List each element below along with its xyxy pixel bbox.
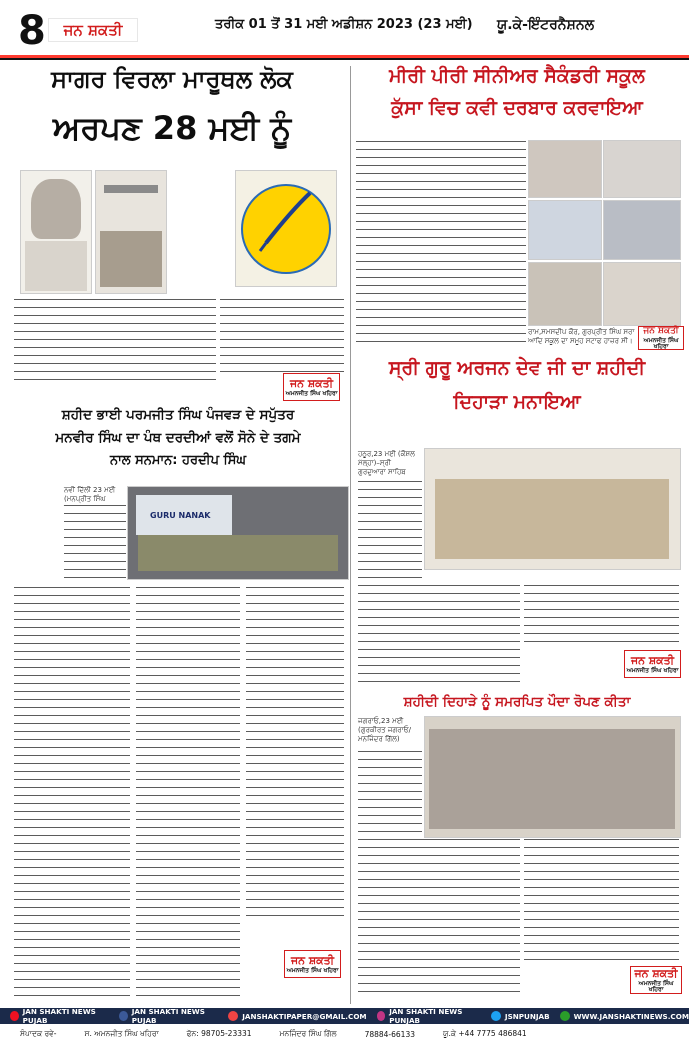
jlogo-text: ਜਨ ਸ਼ਕਤੀ bbox=[643, 325, 679, 336]
jlogo-text: ਜਨ ਸ਼ਕਤੀ bbox=[290, 953, 335, 967]
story-c-headline-2: ਕੁੱਸਾ ਵਿਚ ਕਵੀ ਦਰਬਾਰ ਕਰਵਾਇਆ bbox=[391, 97, 643, 119]
instagram-icon bbox=[377, 1011, 386, 1021]
story-b-headline-1: ਸ਼ਹੀਦ ਭਾਈ ਪਰਮਜੀਤ ਸਿੰਘ ਪੰਜਵੜ ਦੇ ਸਪੁੱਤਰ bbox=[61, 407, 295, 423]
instagram-link[interactable] bbox=[377, 1007, 481, 1025]
book-title-icon bbox=[104, 185, 158, 193]
globe-icon bbox=[560, 1011, 570, 1021]
twitter-text: JSNPUNJAB bbox=[504, 1011, 550, 1021]
story-b-intro bbox=[64, 504, 126, 584]
story-a-headline-1: ਸਾਗਰ ਵਿਰਲਾ ਮਾਰੂਥਲ ਲੋਕ bbox=[51, 65, 293, 93]
story-d-intro bbox=[358, 480, 422, 580]
story-a-jan-shakti-logo bbox=[283, 373, 340, 401]
twitter-link[interactable] bbox=[491, 1011, 550, 1021]
editor-label: ਸੰਪਾਦਕ ਰਵੇ- bbox=[20, 1029, 57, 1038]
story-d-photo bbox=[424, 448, 681, 570]
story-c-headline-1: ਮੀਰੀ ਪੀਰੀ ਸੀਨੀਅਰ ਸੈਕੰਡਰੀ ਸਕੂਲ bbox=[389, 65, 645, 87]
story-d-body-col1 bbox=[358, 584, 520, 684]
story-c-photo-4 bbox=[603, 200, 681, 260]
brand-logo: ਜਨ ਸ਼ਕਤੀ bbox=[48, 18, 138, 42]
youtube-icon bbox=[10, 1011, 19, 1021]
story-b-body-col2 bbox=[136, 586, 240, 996]
story-b-photo bbox=[127, 486, 349, 580]
jlogo-text: ਜਨ ਸ਼ਕਤੀ bbox=[630, 653, 675, 667]
author-figure-icon bbox=[31, 179, 81, 239]
managing-phone: 78884-66133 bbox=[364, 1029, 415, 1039]
jlogo-sub: ਅਮਨਜੀਤ ਸਿੰਘ ਖਹਿਰਾ bbox=[638, 979, 674, 993]
jlogo-sub: ਅਮਨਜੀਤ ਸਿੰਘ ਖਹਿਰਾ bbox=[643, 336, 679, 350]
footer-links bbox=[0, 1008, 689, 1024]
footer-credits bbox=[0, 1025, 689, 1043]
jlogo-sub: ਅਮਨਜੀਤ ਸਿੰਘ ਖਹਿਰਾ bbox=[626, 666, 679, 674]
story-c-jan-shakti-logo bbox=[638, 326, 684, 350]
story-b-jan-shakti-logo bbox=[284, 950, 341, 978]
story-b-headline-2: ਮਨਵੀਰ ਸਿੰਘ ਦਾ ਪੰਥ ਦਰਦੀਆਂ ਵਲੋਂ ਸੋਨੇ ਦੇ ਤਗਮੇ bbox=[55, 430, 301, 446]
story-a-headline-2: ਅਰਪਣ 28 ਮਈ ਨੂੰ bbox=[52, 109, 292, 147]
story-b-body-col1 bbox=[14, 586, 130, 996]
story-c-photo-6 bbox=[603, 262, 681, 326]
website-link[interactable] bbox=[560, 1011, 689, 1021]
black-rule bbox=[0, 58, 689, 60]
youtube-link[interactable] bbox=[10, 1007, 109, 1025]
author-photo bbox=[20, 170, 92, 294]
email-link[interactable] bbox=[228, 1011, 366, 1021]
story-e-jan-shakti-logo bbox=[630, 966, 682, 994]
facebook-text: JAN SHAKTI NEWS PUJAB bbox=[131, 1007, 205, 1025]
website-text: WWW.JANSHAKTINEWS.COM bbox=[573, 1011, 689, 1021]
crowd-icon bbox=[138, 535, 338, 571]
story-e-body-col2 bbox=[524, 838, 679, 964]
story-c-photo-3 bbox=[528, 200, 602, 260]
story-d-body-col2 bbox=[524, 584, 679, 646]
story-e-headline: ਸ਼ਹੀਦੀ ਦਿਹਾੜੇ ਨੂੰ ਸਮਰਪਿਤ ਪੌਦਾ ਰੋਪਣ ਕੀਤਾ bbox=[403, 694, 631, 710]
story-c-caption: ਰਾਮ,ਸਮਸਦੀਪ ਕੌਰ, ਗੁਰਪ੍ਰੀਤ ਸਿੰਘ ਸਰਾ ਆਦਿ ਸਕੂਲ ਦਾ ਸਮੂਹ ਸਟਾਫ ਹਾਜ਼ਰ ਸੀ। bbox=[528, 328, 635, 345]
book-art-icon bbox=[100, 231, 162, 287]
story-e-intro bbox=[358, 750, 422, 835]
sabha-emblem bbox=[235, 170, 337, 287]
story-c-photo-2 bbox=[603, 140, 681, 198]
gathering-icon bbox=[435, 479, 669, 559]
story-e-dateline: ਜਗਰਾਓ,23 ਮਈ (ਗੁਰਕੀਰਤ ਜਗਰਾਓ/ ਮਨਜਿੰਦਰ ਗਿੱਲ) bbox=[358, 717, 412, 743]
edition-date: ਤਰੀਕ 01 ਤੋਂ 31 ਮਈ ਅਡੀਸ਼ਨ 2023 (23 ਮਈ) bbox=[215, 17, 473, 32]
jlogo-sub: ਅਮਨਜੀਤ ਸਿੰਘ ਖਹਿਰਾ bbox=[285, 389, 338, 397]
publisher-phone: ਫੋਨ: 98705-23331 bbox=[186, 1029, 252, 1038]
banner-text: GURU NANAK bbox=[150, 511, 211, 520]
story-c-body bbox=[356, 140, 526, 345]
story-d-dateline: ਹਠੂਰ,23 ਮਈ (ਕੌਸ਼ਲ ਮੱਲ੍ਹਾ)–ਸ੍ਰੀ ਗੁਰਦੁਆਰਾ ਸਾਹਿਬ bbox=[358, 450, 415, 476]
story-c-photo-5 bbox=[528, 262, 602, 326]
story-b-dateline: ਨਵੀਂ ਦਿੱਲੀ 23 ਮਈ (ਮਨਪ੍ਰੀਤ ਸਿੰਘ bbox=[64, 486, 116, 503]
uk-phone: ਯੂ.ਕੇ +44 7775 486841 bbox=[443, 1029, 527, 1038]
group-photo-icon bbox=[429, 729, 675, 829]
page-number: 8 bbox=[18, 8, 46, 54]
author-body-icon bbox=[25, 241, 87, 291]
section-title: ਯੂ.ਕੇ-ਇੰਟਰਨੈਸ਼ਨਲ bbox=[497, 17, 595, 33]
instagram-text: JAN SHAKTI NEWS PUNJAB bbox=[389, 1007, 463, 1025]
youtube-text: JAN SHAKTI NEWS PUJAB bbox=[22, 1007, 96, 1025]
story-b-headline-3: ਨਾਲ ਸਨਮਾਨ: ਹਰਦੀਪ ਸਿੰਘ bbox=[109, 453, 247, 468]
book-cover bbox=[95, 170, 167, 294]
story-a-body-continued bbox=[220, 298, 344, 372]
story-e-body-col1 bbox=[358, 838, 520, 998]
story-d-jan-shakti-logo bbox=[624, 650, 681, 678]
story-d-headline-2: ਦਿਹਾੜਾ ਮਨਾਇਆ bbox=[453, 391, 581, 413]
managing-editor: ਮਨਜਿੰਦਰ ਸਿੰਘ ਗਿੱਲ bbox=[279, 1029, 337, 1038]
column-divider bbox=[350, 66, 351, 1004]
story-d-headline-1: ਸ੍ਰੀ ਗੁਰੂ ਅਰਜਨ ਦੇਵ ਜੀ ਦਾ ਸ਼ਹੀਦੀ bbox=[388, 357, 646, 379]
twitter-icon bbox=[491, 1011, 501, 1021]
publisher-name: ਸ. ਅਮਨਜੀਤ ਸਿੰਘ ਖਹਿਰਾ bbox=[84, 1029, 159, 1038]
story-c-photo-1 bbox=[528, 140, 602, 198]
jlogo-text: ਜਨ ਸ਼ਕਤੀ bbox=[634, 966, 678, 980]
email-text: JANSHAKTIPAPER@GMAIL.COM bbox=[242, 1011, 367, 1021]
mail-icon bbox=[228, 1011, 238, 1021]
jlogo-sub: ਅਮਨਜੀਤ ਸਿੰਘ ਖਹਿਰਾ bbox=[286, 966, 339, 974]
story-b-body-col3 bbox=[246, 586, 344, 916]
facebook-icon bbox=[119, 1011, 128, 1021]
jlogo-text: ਜਨ ਸ਼ਕਤੀ bbox=[289, 376, 334, 390]
story-e-photo bbox=[424, 716, 681, 838]
emblem-icon bbox=[236, 171, 336, 286]
story-a-body bbox=[14, 298, 216, 383]
facebook-link[interactable] bbox=[119, 1007, 218, 1025]
